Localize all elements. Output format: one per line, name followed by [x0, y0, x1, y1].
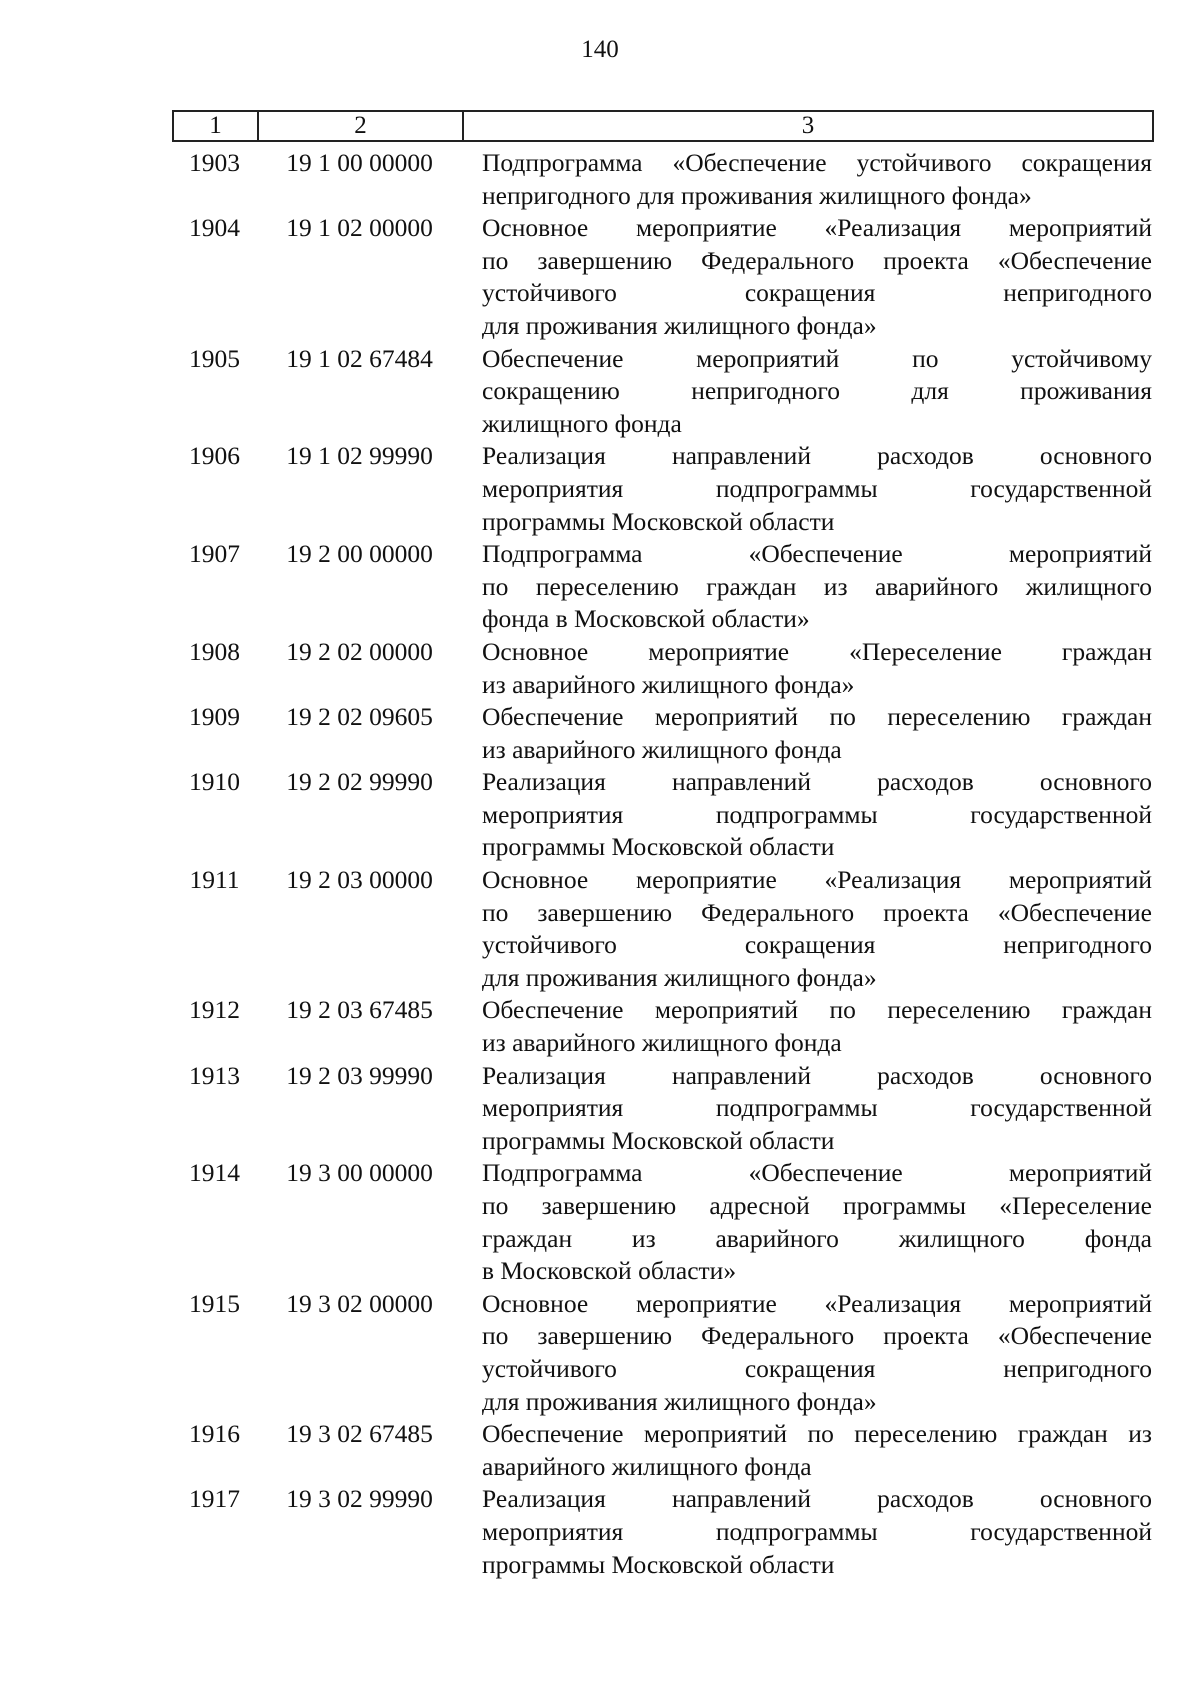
- row-description: [462, 701, 1154, 766]
- description-line: по завершению Федерального проекта «Обеспечение: [482, 245, 1152, 275]
- row-number: 1908: [189, 636, 240, 666]
- description-line: Основное мероприятие «Переселение граждан: [482, 636, 1152, 666]
- description-line: по завершению Федерального проекта «Обеспечение: [482, 1321, 1152, 1351]
- row-code: 19 1 02 67484: [286, 343, 433, 373]
- row-number: 1904: [189, 213, 240, 243]
- row-number: 1909: [189, 702, 240, 732]
- table-row: [172, 766, 1154, 864]
- row-code: 19 1 00 00000: [286, 148, 433, 177]
- table-row: [172, 538, 1154, 636]
- table-row: [172, 1418, 1154, 1483]
- row-number: 1916: [189, 1419, 240, 1449]
- description-line: программы Московской области: [482, 832, 835, 862]
- row-number: 1915: [189, 1288, 240, 1318]
- description-line: Подпрограмма «Обеспечение мероприятий: [482, 539, 1152, 569]
- table-row: [172, 1157, 1154, 1287]
- description-line: жилищного фонда: [482, 408, 682, 438]
- description-line: граждан из аварийного жилищного фонда: [482, 1223, 1152, 1253]
- table-row: [172, 343, 1154, 441]
- table-row: [172, 701, 1154, 766]
- description-line: по завершению Федерального проекта «Обеспечение: [482, 897, 1152, 927]
- description-line: мероприятия подпрограммы государственной: [482, 1093, 1152, 1123]
- description-line: Основное мероприятие «Реализация мероприятий: [482, 213, 1152, 243]
- row-code: 19 2 02 09605: [286, 702, 433, 732]
- description-line: мероприятия подпрограммы государственной: [482, 1516, 1152, 1546]
- table-row: [172, 147, 1154, 212]
- description-line: Обеспечение мероприятий по переселению граждан из: [482, 1419, 1152, 1449]
- description-line: Реализация направлений расходов основного: [482, 441, 1152, 471]
- table-row: [172, 636, 1154, 701]
- row-number: 1914: [189, 1158, 240, 1188]
- row-description: [462, 212, 1154, 342]
- description-line: аварийного жилищного фонда: [482, 1451, 812, 1481]
- description-line: программы Московской области: [482, 1125, 835, 1155]
- description-line: в Московской области»: [482, 1256, 737, 1286]
- description-line: из аварийного жилищного фонда: [482, 734, 842, 764]
- row-number: 1913: [189, 1060, 240, 1090]
- description-line: программы Московской области: [482, 1549, 835, 1579]
- description-line: устойчивого сокращения непригодного: [482, 1353, 1152, 1383]
- row-code: 19 2 03 00000: [286, 865, 433, 895]
- description-line: Реализация направлений расходов основного: [482, 1484, 1152, 1514]
- description-line: для проживания жилищного фонда»: [482, 310, 877, 340]
- table-row: [172, 864, 1154, 994]
- row-description: [462, 1060, 1154, 1158]
- description-line: Подпрограмма «Обеспечение устойчивого сокращения: [482, 148, 1152, 177]
- row-number: 1910: [189, 767, 240, 797]
- column-header-1: 1: [174, 112, 259, 140]
- row-code: 19 3 00 00000: [286, 1158, 433, 1188]
- row-description: [462, 864, 1154, 994]
- row-code: 19 3 02 00000: [286, 1288, 433, 1318]
- row-code: 19 2 00 00000: [286, 539, 433, 569]
- column-header-2: 2: [259, 112, 464, 140]
- row-code: 19 1 02 99990: [286, 441, 433, 471]
- description-line: Обеспечение мероприятий по переселению граждан: [482, 702, 1152, 732]
- column-header-3: 3: [801, 112, 815, 139]
- description-line: непригодного для проживания жилищного фонда»: [482, 180, 1032, 210]
- description-line: мероприятия подпрограммы государственной: [482, 799, 1152, 829]
- row-number: 1906: [189, 441, 240, 471]
- description-line: Основное мероприятие «Реализация мероприятий: [482, 865, 1152, 895]
- description-line: Обеспечение мероприятий по переселению граждан: [482, 995, 1152, 1025]
- description-line: Подпрограмма «Обеспечение мероприятий: [482, 1158, 1152, 1188]
- row-description: [462, 147, 1154, 212]
- description-line: для проживания жилищного фонда»: [482, 1386, 877, 1416]
- table-row: [172, 1060, 1154, 1158]
- row-description: [462, 636, 1154, 701]
- row-code: 19 3 02 67485: [286, 1419, 433, 1449]
- description-line: из аварийного жилищного фонда: [482, 1028, 842, 1058]
- description-line: устойчивого сокращения непригодного: [482, 930, 1152, 960]
- table-row: [172, 440, 1154, 538]
- description-line: по завершению адресной программы «Переселение: [482, 1191, 1152, 1220]
- row-description: [462, 1483, 1154, 1581]
- description-line: Обеспечение мероприятий по устойчивому: [482, 343, 1152, 373]
- table-body: [172, 147, 1154, 1581]
- row-code: 19 2 02 00000: [286, 636, 433, 666]
- table-row: [172, 212, 1154, 342]
- row-code: 19 1 02 00000: [286, 213, 433, 243]
- description-line: из аварийного жилищного фонда»: [482, 669, 855, 699]
- row-code: 19 2 02 99990: [286, 767, 433, 797]
- row-description: [462, 1157, 1154, 1287]
- row-description: [462, 538, 1154, 636]
- row-description: [462, 1418, 1154, 1483]
- description-line: Реализация направлений расходов основного: [482, 1060, 1152, 1090]
- row-description: [462, 1288, 1154, 1418]
- description-line: Реализация направлений расходов основного: [482, 767, 1152, 797]
- row-code: 19 3 02 99990: [286, 1484, 433, 1514]
- row-code: 19 2 03 67485: [286, 995, 433, 1025]
- row-description: [462, 440, 1154, 538]
- row-description: [462, 994, 1154, 1059]
- description-line: мероприятия подпрограммы государственной: [482, 473, 1152, 503]
- row-number: 1907: [189, 539, 240, 569]
- description-line: устойчивого сокращения непригодного: [482, 278, 1152, 308]
- description-line: для проживания жилищного фонда»: [482, 962, 877, 992]
- page-number: 140: [581, 36, 619, 63]
- table-row: [172, 1483, 1154, 1581]
- description-line: по переселению граждан из аварийного жилищного: [482, 571, 1152, 601]
- row-number: 1911: [189, 865, 240, 895]
- table-row: [172, 1288, 1154, 1418]
- description-line: фонда в Московской области»: [482, 604, 810, 634]
- table-header: [172, 110, 1154, 142]
- description-line: программы Московской области: [482, 506, 835, 536]
- description-line: сокращению непригодного для проживания: [482, 376, 1152, 406]
- description-line: Основное мероприятие «Реализация мероприятий: [482, 1288, 1152, 1318]
- row-number: 1905: [189, 343, 240, 373]
- row-code: 19 2 03 99990: [286, 1060, 433, 1090]
- row-number: 1903: [189, 148, 240, 177]
- row-description: [462, 766, 1154, 864]
- table-row: [172, 994, 1154, 1059]
- row-number: 1912: [189, 995, 240, 1025]
- row-number: 1917: [189, 1484, 240, 1514]
- row-description: [462, 343, 1154, 441]
